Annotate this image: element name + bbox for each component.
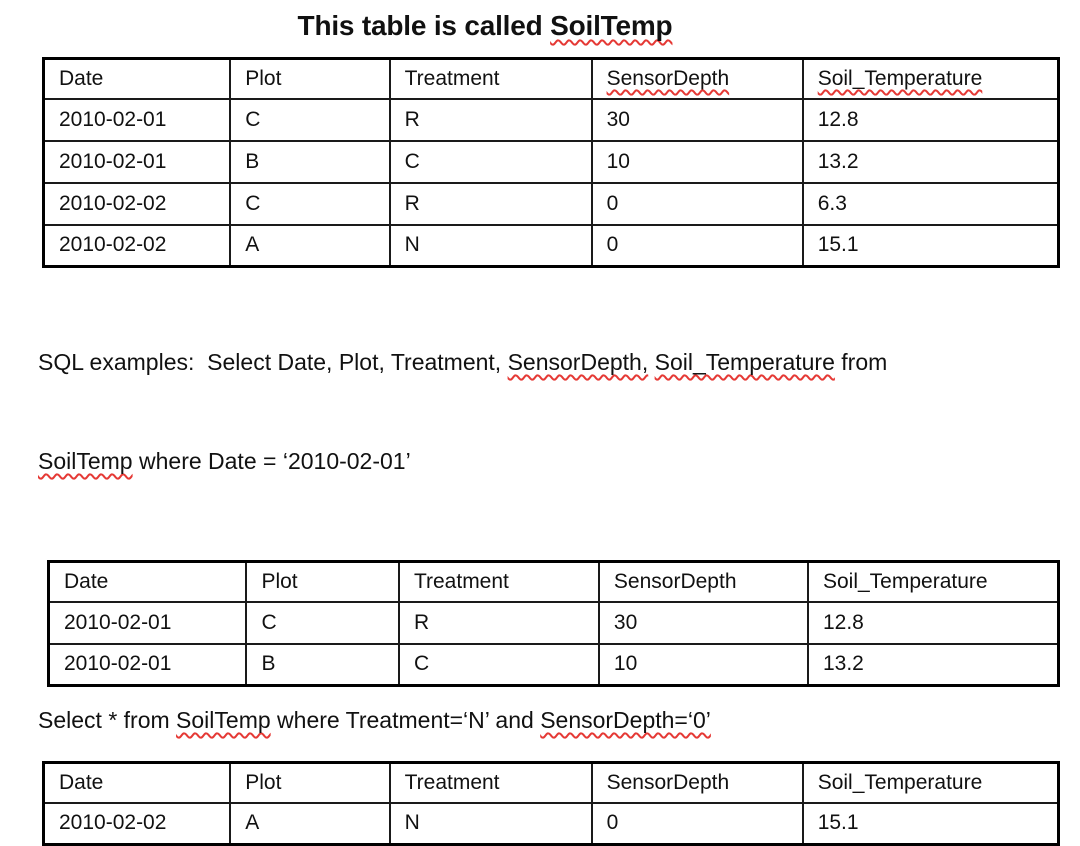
- cell-sensordepth: 0: [592, 183, 803, 225]
- cell-soil-temperature: 15.1: [803, 803, 1059, 845]
- cell-treatment: R: [390, 183, 592, 225]
- table3-header-plot: Plot: [230, 763, 389, 803]
- cell-plot: C: [230, 99, 389, 141]
- cell-soil-temperature: 12.8: [803, 99, 1059, 141]
- sql-example-line1: [38, 346, 1038, 379]
- table1-header-row: [44, 59, 1059, 99]
- table2-header-row: [49, 562, 1059, 602]
- table1-header-treatment: Treatment: [390, 59, 592, 99]
- cell-plot: C: [230, 183, 389, 225]
- cell-treatment: R: [390, 99, 592, 141]
- table2-header-date: Date: [49, 562, 247, 602]
- table3-header-treatment: Treatment: [390, 763, 592, 803]
- sql-select-star-line: [38, 704, 1038, 737]
- flagged-term-soiltemp: SoilTemp: [176, 707, 271, 733]
- sql-text: SQL examples: Select Date, Plot, Treatment,: [38, 349, 508, 375]
- table2-header-plot: Plot: [246, 562, 399, 602]
- table2-row: [49, 644, 1059, 686]
- flagged-term-soiltemp: SoilTemp: [38, 448, 133, 474]
- table1-row: [44, 141, 1059, 183]
- cell-treatment: N: [390, 225, 592, 267]
- cell-sensordepth: 0: [592, 225, 803, 267]
- cell-treatment: C: [390, 141, 592, 183]
- cell-soil-temperature: 13.2: [803, 141, 1059, 183]
- table1-row: [44, 99, 1059, 141]
- table1-header-plot: Plot: [230, 59, 389, 99]
- cell-sensordepth: 10: [592, 141, 803, 183]
- table1-header-date: Date: [44, 59, 231, 99]
- query2-result-table: [42, 761, 1060, 846]
- cell-date: 2010-02-02: [44, 183, 231, 225]
- cell-date: 2010-02-02: [44, 803, 231, 845]
- sql-text: Select * from: [38, 707, 177, 733]
- sql-text: where Date = ‘2010-02-01’: [132, 448, 411, 474]
- cell-plot: A: [230, 225, 389, 267]
- cell-date: 2010-02-01: [44, 99, 231, 141]
- title-prefix: This table is called: [297, 10, 551, 41]
- cell-sensordepth: 30: [599, 602, 808, 644]
- soiltemp-table: [42, 57, 1060, 268]
- cell-sensordepth: 10: [599, 644, 808, 686]
- query1-result-table: [47, 560, 1060, 687]
- cell-plot: B: [230, 141, 389, 183]
- cell-treatment: C: [399, 644, 599, 686]
- flagged-term-sensordepth: SensorDepth=‘0’: [540, 707, 711, 733]
- cell-soil-temperature: 15.1: [803, 225, 1059, 267]
- table3-header-soil-temperature: Soil_Temperature: [803, 763, 1059, 803]
- page-title: [0, 8, 1080, 44]
- table3-header-row: [44, 763, 1059, 803]
- cell-soil-temperature: 6.3: [803, 183, 1059, 225]
- cell-sensordepth: 30: [592, 99, 803, 141]
- cell-plot: A: [230, 803, 389, 845]
- flagged-term-soil-temperature: Soil_Temperature: [654, 349, 835, 375]
- cell-plot: B: [246, 644, 399, 686]
- table1-header-soil-temperature: Soil_Temperature: [803, 59, 1059, 99]
- cell-soil-temperature: 13.2: [808, 644, 1059, 686]
- table1-row: [44, 183, 1059, 225]
- cell-date: 2010-02-02: [44, 225, 231, 267]
- cell-treatment: R: [399, 602, 599, 644]
- cell-date: 2010-02-01: [44, 141, 231, 183]
- table3-header-date: Date: [44, 763, 231, 803]
- cell-plot: C: [246, 602, 399, 644]
- table2-header-sensordepth: SensorDepth: [599, 562, 808, 602]
- table2-header-soil-temperature: Soil_Temperature: [808, 562, 1059, 602]
- title-table-name: SoilTemp: [550, 10, 673, 41]
- table1-header-sensordepth: SensorDepth: [592, 59, 803, 99]
- cell-treatment: N: [390, 803, 592, 845]
- sql-text: where Treatment=‘N’ and: [270, 707, 541, 733]
- table3-row: [44, 803, 1059, 845]
- cell-sensordepth: 0: [592, 803, 803, 845]
- table1-row: [44, 225, 1059, 267]
- table3-header-sensordepth: SensorDepth: [592, 763, 803, 803]
- table2-row: [49, 602, 1059, 644]
- cell-date: 2010-02-01: [49, 602, 247, 644]
- sql-example-line2: [38, 445, 1038, 478]
- cell-date: 2010-02-01: [49, 644, 247, 686]
- sql-example-paragraph: [38, 280, 1038, 544]
- table2-header-treatment: Treatment: [399, 562, 599, 602]
- sql-text: from: [834, 349, 888, 375]
- cell-soil-temperature: 12.8: [808, 602, 1059, 644]
- flagged-term-sensordepth: SensorDepth,: [507, 349, 649, 375]
